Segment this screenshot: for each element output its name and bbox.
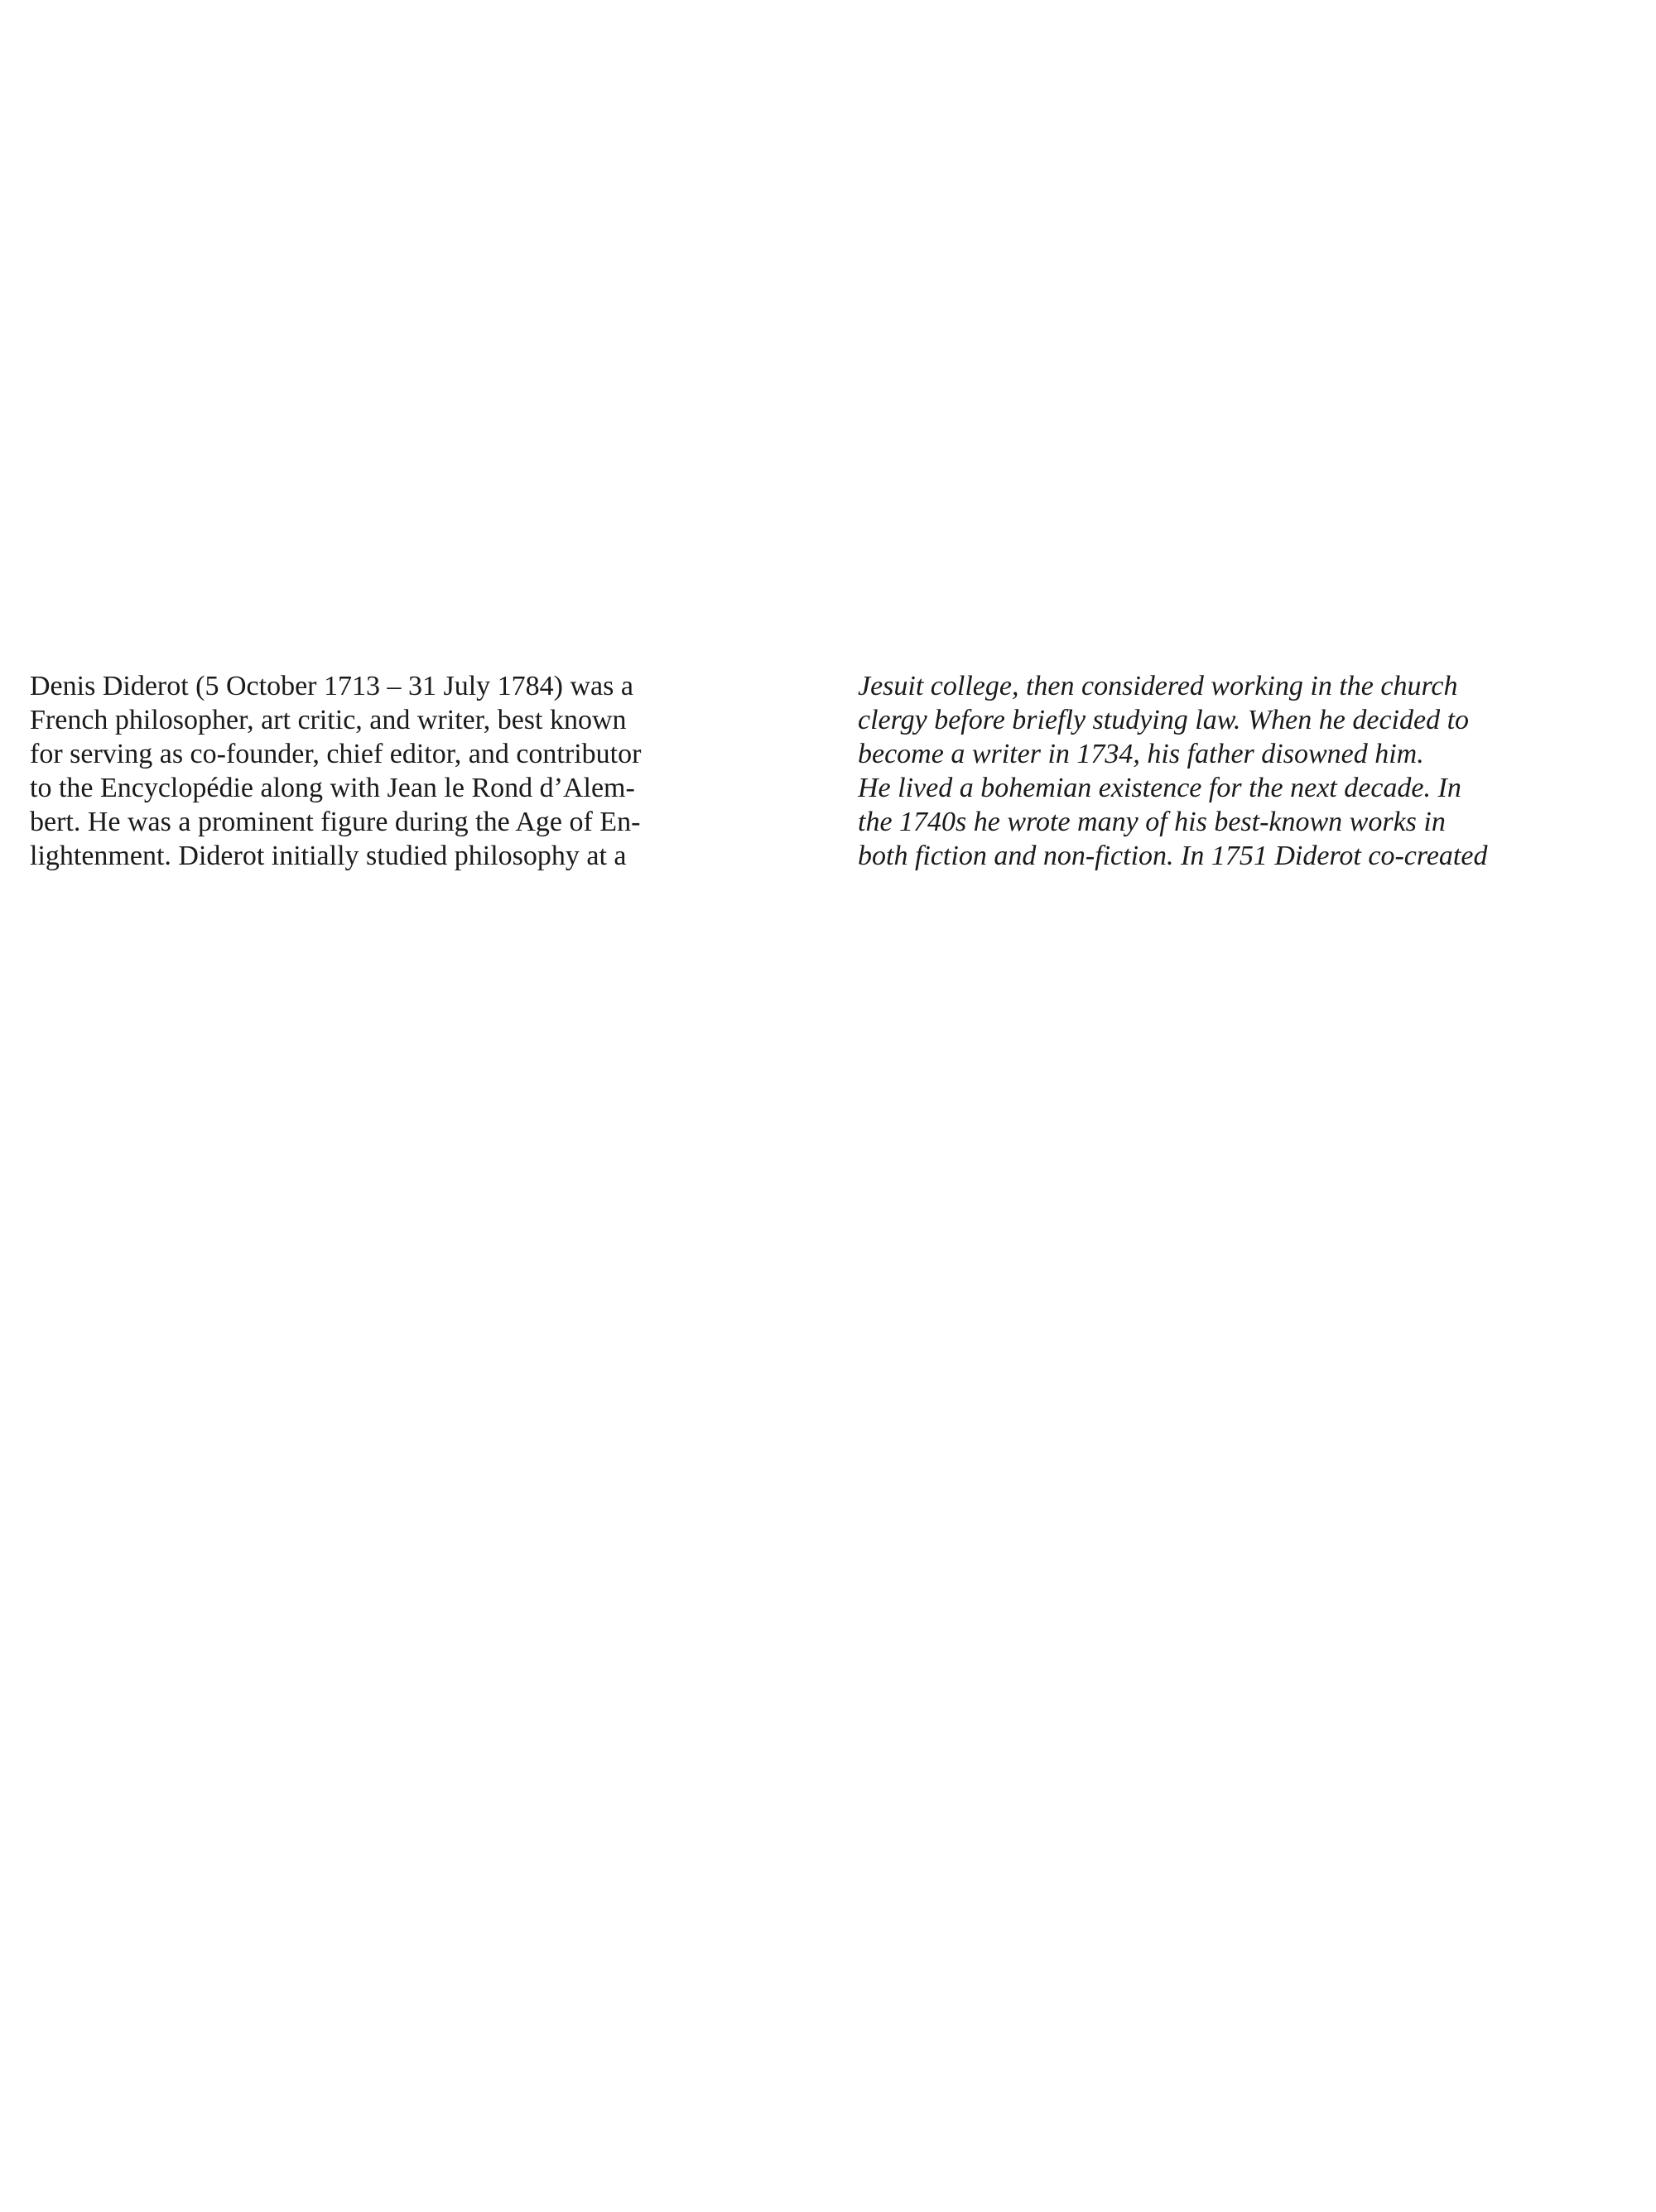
body-text-line: clergy before briefly studying law. When he decided to [858, 705, 1470, 735]
body-text-column-right [858, 669, 1644, 873]
body-text-line: become a writer in 1734, his father disowned him. [858, 739, 1424, 769]
body-text-line: Jesuit college, then considered working in the church [858, 671, 1458, 701]
body-text-line: the 1740s he wrote many of his best-known works in [858, 807, 1446, 837]
body-text-line: Denis Diderot (5 October 1713 – 31 July 1784) was a [30, 671, 633, 701]
body-text-line: to the Encyclopédie along with Jean le Rond d’Alem- [30, 773, 635, 803]
body-text-column-left [30, 669, 816, 873]
body-text-line: for serving as co-founder, chief editor, and contributor [30, 739, 642, 769]
body-text-line: bert. He was a prominent figure during the Age of En- [30, 807, 641, 837]
body-text-line: both fiction and non-fiction. In 1751 Diderot co-created [858, 841, 1488, 871]
body-text-line: French philosopher, art critic, and writer, best known [30, 705, 627, 735]
body-text-line: He lived a bohemian existence for the next decade. In [858, 773, 1461, 803]
body-text-line: lightenment. Diderot initially studied philosophy at a [30, 841, 627, 871]
